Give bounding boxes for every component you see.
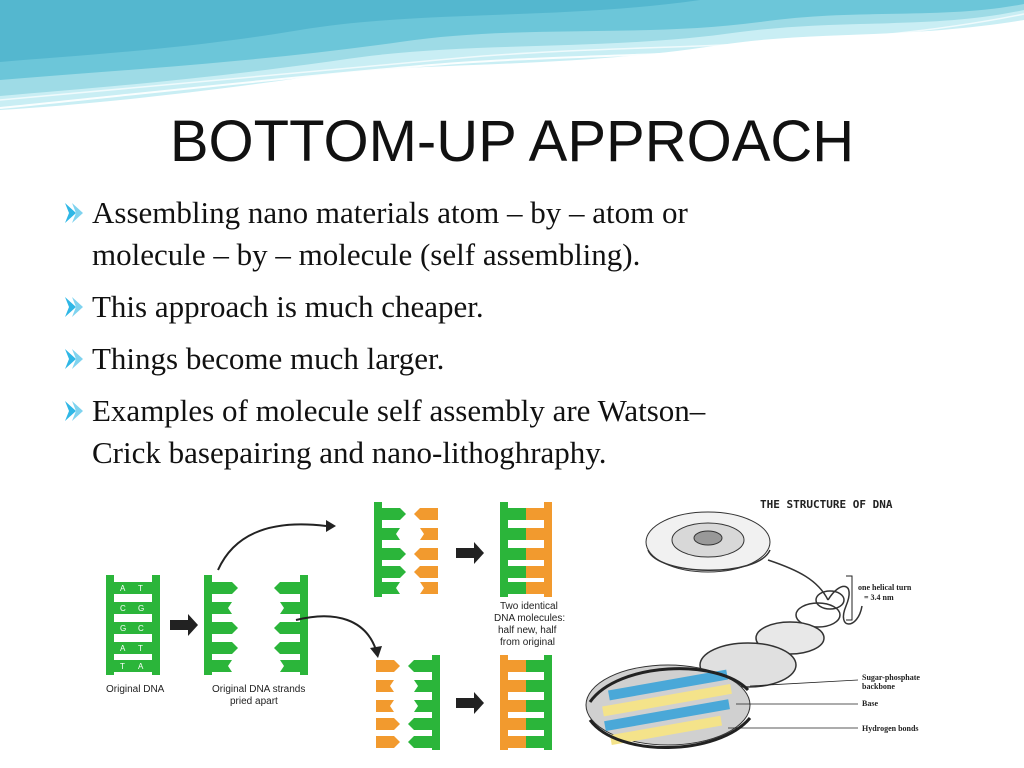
bullet-item [62, 286, 992, 328]
label-sugar-2: backbone [862, 682, 895, 691]
label-strands-1: Original DNA strands [212, 684, 306, 695]
daughter-dna-top [500, 502, 552, 597]
svg-text:G: G [120, 624, 127, 633]
dna-structure-title: THE STRUCTURE OF DNA [760, 498, 893, 511]
dna-replication-figure [96, 490, 576, 760]
arrow-bullet-icon [62, 294, 88, 320]
bullet-text-cont: Crick basepairing and nano-lithoghraphy. [92, 435, 607, 470]
svg-text:A: A [120, 644, 126, 653]
bullet-text: Assembling nano materials atom – by – atom or [92, 195, 688, 230]
svg-text:T: T [138, 644, 143, 653]
bullet-item [62, 390, 992, 474]
slide-title: BOTTOM-UP APPROACH [169, 109, 855, 174]
cell-sketch [646, 512, 770, 572]
dna-structure-figure [578, 490, 1000, 760]
svg-text:G: G [138, 604, 145, 613]
svg-text:T: T [138, 584, 143, 593]
label-two-4: from original [500, 637, 556, 648]
bullet-text: Examples of molecule self assembly are Watson– [92, 393, 706, 428]
arrow-bullet-icon [62, 398, 88, 424]
svg-text:C: C [138, 624, 144, 633]
svg-text:C: C [120, 604, 126, 613]
arrow-bullet-icon [62, 200, 88, 226]
arrow-bullet-icon [62, 346, 88, 372]
label-hydrogen: Hydrogen bonds [862, 724, 919, 733]
label-strands-2: pried apart [230, 696, 278, 707]
label-original-dna: Original DNA [106, 684, 165, 695]
label-two-3: half new, half [498, 625, 557, 636]
bullet-list [62, 192, 992, 484]
svg-text:T: T [120, 662, 125, 671]
svg-text:A: A [120, 584, 126, 593]
bullet-text: Things become much larger. [92, 341, 445, 376]
zoomed-base-pairs [586, 665, 750, 748]
label-two-1: Two identical [500, 601, 558, 612]
label-sugar-1: Sugar-phosphate [862, 673, 920, 682]
bullet-text: This approach is much cheaper. [92, 289, 484, 324]
bullet-text-cont: molecule – by – molecule (self assembling). [92, 237, 641, 272]
bullet-item [62, 338, 992, 380]
label-two-2: DNA molecules: [494, 613, 566, 624]
label-helical-2: = 3.4 nm [864, 593, 894, 602]
bullet-item [62, 192, 992, 276]
svg-text:A: A [138, 662, 144, 671]
header-wave-decoration [0, 0, 1024, 120]
label-base: Base [862, 699, 878, 708]
label-helical-1: one helical turn [858, 583, 912, 592]
